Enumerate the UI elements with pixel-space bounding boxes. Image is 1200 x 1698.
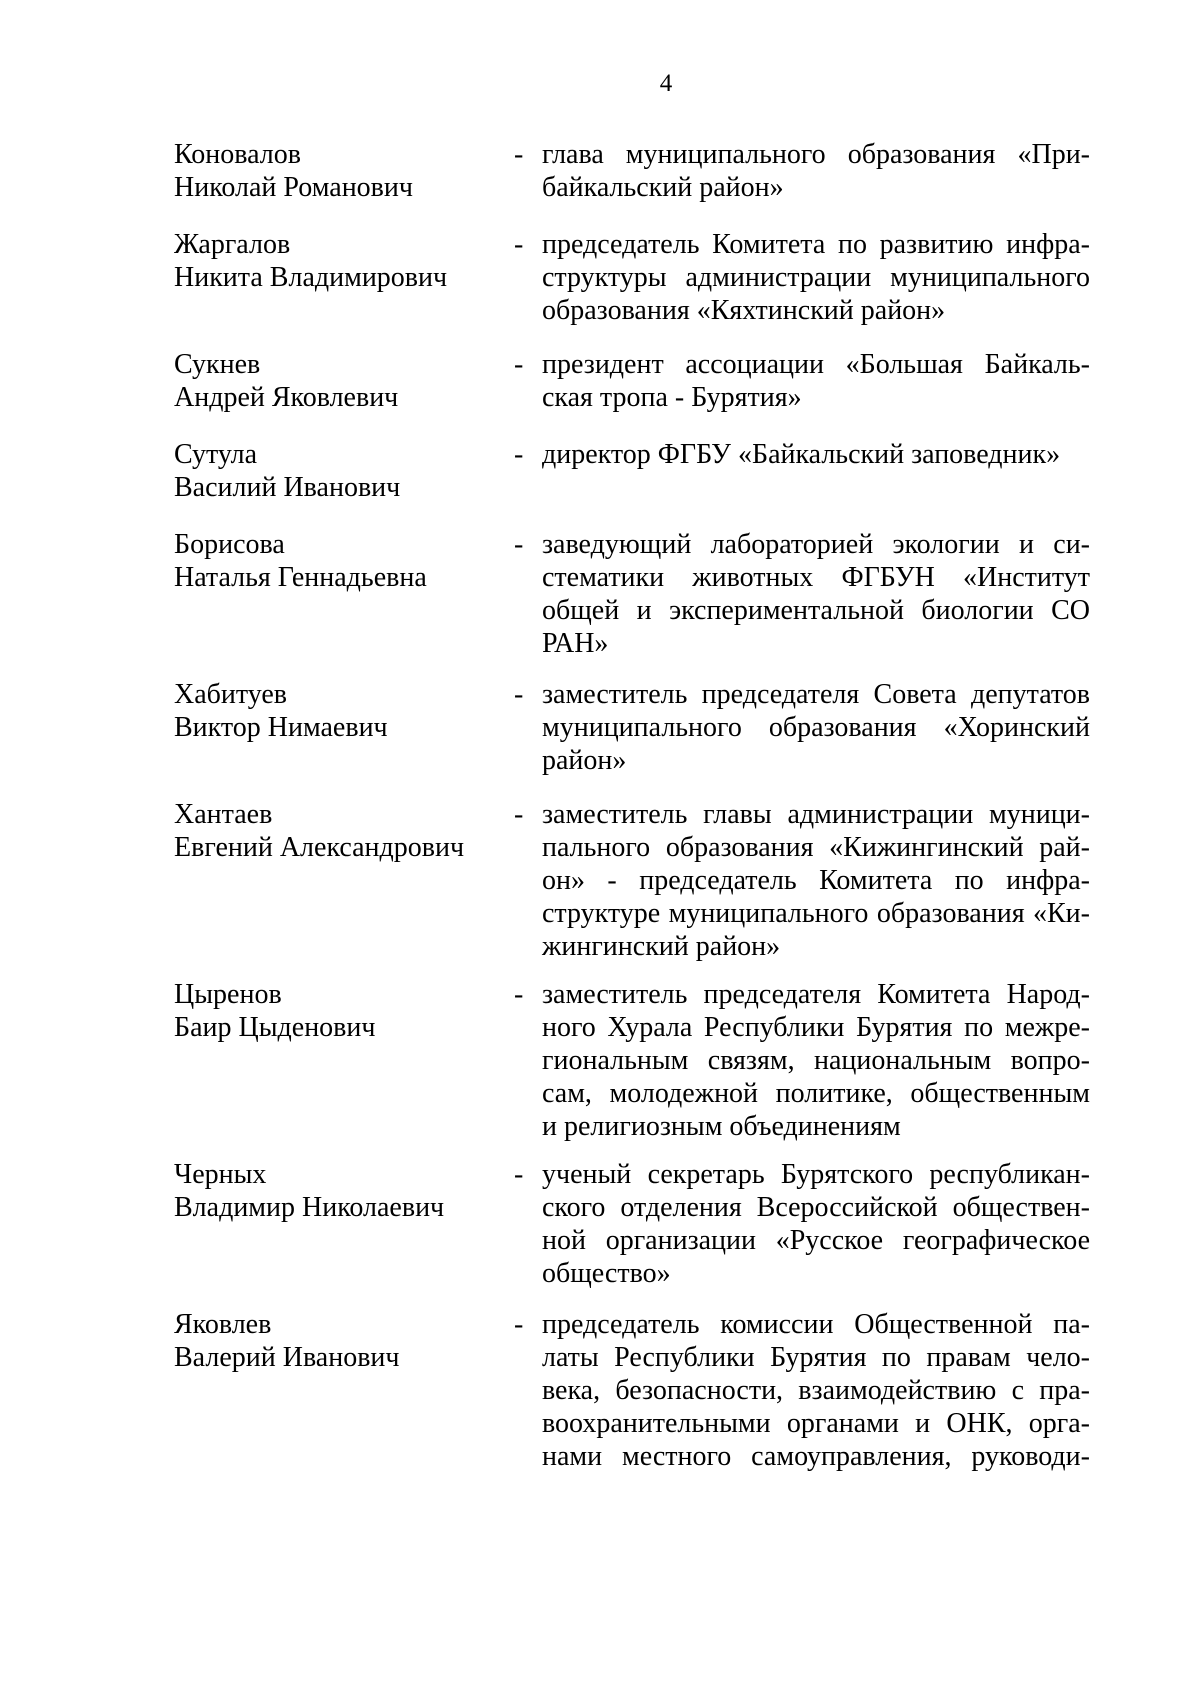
member-surname: Сутула [174,439,258,470]
entry-dash: - [514,1159,524,1190]
member-name [174,1308,494,1374]
position-line: ного Хурала Республики Бурятия по межре- [542,1012,1090,1043]
member-given-names: Евгений Александрович [174,832,465,863]
position-line: жингинский район» [542,931,781,962]
member-given-names: Андрей Яковлевич [174,382,399,413]
position-line: заместитель председателя Комитета Народ- [542,979,1090,1010]
position-line: ученый секретарь Бурятского республикан- [542,1159,1090,1190]
position-line: президент ассоциации «Большая Байкаль- [542,349,1090,380]
member-surname: Жаргалов [174,229,291,260]
position-line: гиональным связям, национальным вопро- [542,1045,1090,1076]
position-line: председатель комиссии Общественной па- [542,1309,1090,1340]
member-given-names: Валерий Иванович [174,1342,400,1373]
member-position [542,798,1090,963]
position-line: образования «Кяхтинский район» [542,295,946,326]
member-position [542,1308,1090,1473]
member-name [174,228,494,294]
entry-dash: - [514,1309,524,1340]
member-given-names: Никита Владимирович [174,262,448,293]
page-number: 4 [659,70,673,97]
member-name [174,528,494,594]
position-line: директор ФГБУ «Байкальский заповедник» [542,439,1061,470]
position-line: общество» [542,1258,671,1289]
member-surname: Хантаев [174,799,273,830]
position-line: заместитель председателя Совета депутатов [542,679,1090,710]
member-surname: Борисова [174,529,285,560]
entry-dash: - [514,349,524,380]
member-position [542,228,1090,327]
member-name [174,1158,494,1224]
position-line: муниципального образования «Хоринский [542,712,1090,743]
position-line: латы Республики Бурятия по правам чело- [542,1342,1090,1373]
entry-dash: - [514,139,524,170]
member-position [542,678,1090,777]
member-surname: Черных [174,1159,267,1190]
member-surname: Сукнев [174,349,261,380]
position-line: заведующий лабораторией экологии и си- [542,529,1090,560]
member-given-names: Баир Цыденович [174,1012,376,1043]
position-line: сам, молодежной политике, общественным [542,1078,1090,1109]
member-position [542,138,1090,204]
position-line: воохранительными органами и ОНК, орга- [542,1408,1090,1439]
position-line: структуре муниципального образования «Ки- [542,898,1090,929]
position-line: район» [542,745,627,776]
member-given-names: Виктор Нимаевич [174,712,388,743]
position-line: стематики животных ФГБУН «Институт [542,562,1090,593]
position-line: председатель Комитета по развитию инфра- [542,229,1090,260]
member-surname: Цыренов [174,979,282,1010]
position-line: ной организации «Русское географическое [542,1225,1090,1256]
position-line: века, безопасности, взаимодействию с пра- [542,1375,1090,1406]
member-given-names: Владимир Николаевич [174,1192,445,1223]
position-line: РАН» [542,628,609,659]
position-line: структуры администрации муниципального [542,262,1090,293]
position-line: он» - председатель Комитета по инфра- [542,865,1090,896]
member-name [174,438,494,504]
position-line: ского отделения Всероссийской обществен- [542,1192,1090,1223]
position-line: байкальский район» [542,172,784,203]
member-position [542,978,1090,1143]
member-position [542,438,1090,471]
member-surname: Яковлев [174,1309,272,1340]
entry-dash: - [514,439,524,470]
member-name [174,978,494,1044]
entry-dash: - [514,679,524,710]
position-line: и религиозным объединениям [542,1111,901,1142]
member-name [174,348,494,414]
member-given-names: Николай Романович [174,172,413,203]
member-name [174,678,494,744]
member-surname: Хабитуев [174,679,288,710]
entry-dash: - [514,979,524,1010]
member-name [174,138,494,204]
member-position [542,348,1090,414]
member-name [174,798,494,864]
position-line: нами местного самоуправления, руководи- [542,1441,1090,1472]
member-position [542,528,1090,660]
position-line: ская тропа - Бурятия» [542,382,802,413]
entry-dash: - [514,229,524,260]
member-position [542,1158,1090,1290]
member-given-names: Наталья Геннадьевна [174,562,427,593]
entry-dash: - [514,529,524,560]
member-given-names: Василий Иванович [174,472,401,503]
position-line: заместитель главы администрации муници- [542,799,1090,830]
member-surname: Коновалов [174,139,301,170]
position-line: пального образования «Кижингинский рай- [542,832,1090,863]
entry-dash: - [514,799,524,830]
position-line: общей и экспериментальной биологии СО [542,595,1090,626]
position-line: глава муниципального образования «При- [542,139,1090,170]
